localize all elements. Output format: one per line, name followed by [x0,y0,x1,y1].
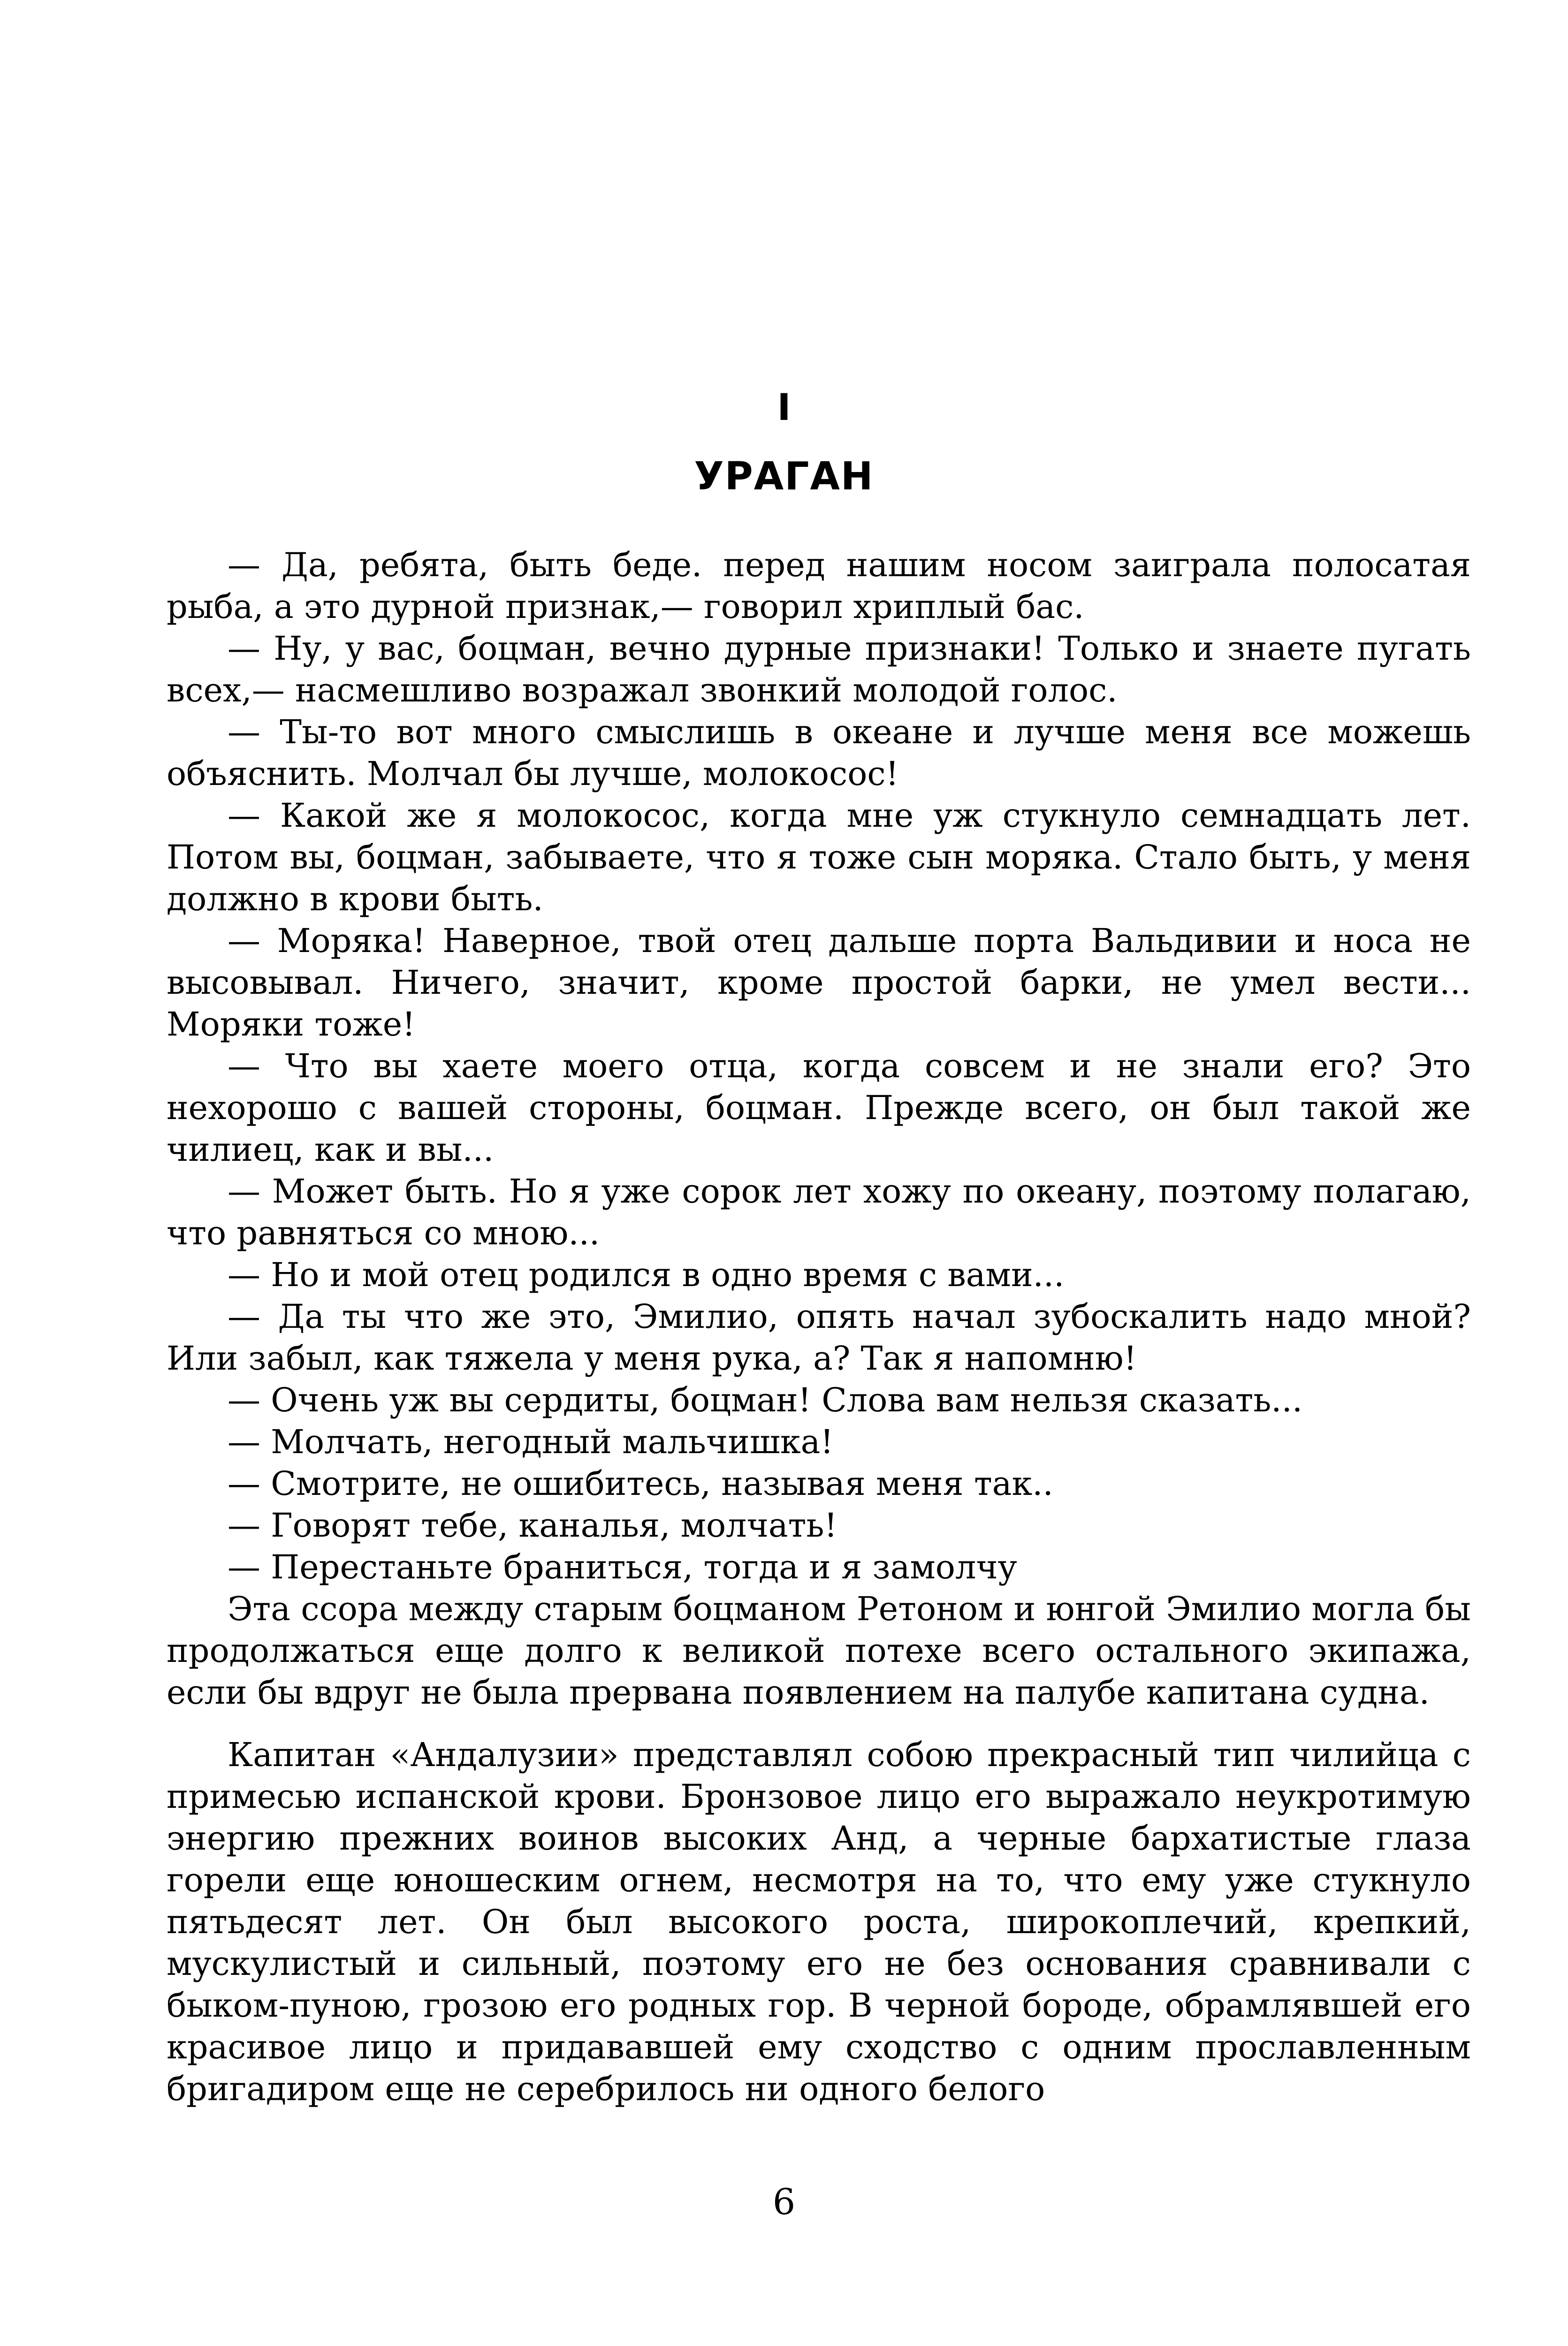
paragraph: — Молчать, негодный мальчишка! [228,1423,834,1461]
paragraph: — Но и мой отец родился в одно время с вами... [228,1256,1065,1294]
paragraph: — Моряка! Наверное, твой отец дальше порта Вальдивии и носа не высовывал. Ничего, значит, кроме простой барки, не умел вести... Моряки тоже! [167,922,1471,1044]
paragraph: Эта ссора между старым боцманом Ретоном и юнгой Эмилио могла бы продолжаться еще долго к великой потехе всего остального экипажа, если бы вдруг не была прервана появлением на палубе капитана судна. [167,1590,1471,1712]
paragraph: — Что вы хаете моего отца, когда совсем и не знали его? Это нехорошо с вашей стороны, боцман. Прежде всего, он был такой же чилиец, как и вы... [167,1047,1471,1169]
paragraph: Капитан «Андалузии» представлял собою прекрасный тип чилийца с примесью испанской крови. Бронзовое лицо его выражало неукротимую энергию прежних воинов высоких Анд, а черные бархатистые глаза горели еще юношеским огнем, несмотря на то, что ему уже стукнуло пятьдесят лет. Он был высокого роста, широкоплечий, крепкий, мускулистый и сильный, поэтому его не без основания сравнивали с быком-пуною, грозою его родных гор. В черной бороде, обрамлявшей его красивое лицо и придававшей ему сходство с одним прославленным бригадиром еще не серебрилось ни одного белого [167,1736,1471,2108]
paragraph: — Может быть. Но я уже сорок лет хожу по океану, поэтому полагаю, что равняться со мною... [167,1172,1471,1252]
paragraph: — Да, ребята, быть беде. перед нашим носом заиграла полосатая рыба, а это дурной признак,— говорил хриплый бас. [167,546,1471,626]
paragraph: — Говорят тебе, каналья, молчать! [228,1506,837,1545]
paragraph: — Смотрите, не ошибитесь, называя меня так.. [228,1464,1053,1503]
paragraph: — Перестаньте браниться, тогда и я замолчу [228,1548,1017,1586]
paragraph: — Ты-то вот много смыслишь в океане и лучше меня все можешь объяснить. Молчал бы лучше, молокосос! [167,713,1471,793]
paragraph: — Ну, у вас, боцман, вечно дурные признаки! Только и знаете пугать всех,— насмешливо возражал звонкий молодой голос. [167,629,1471,709]
paragraph: — Да ты что же это, Эмилио, опять начал зубоскалить надо мной? Или забыл, как тяжела у меня рука, а? Так я напомню! [167,1297,1471,1378]
paragraph: — Какой же я молокосос, когда мне уж стукнуло семнадцать лет. Потом вы, боцман, забываете, что я тоже сын моряка. Стало быть, у меня должно в крови быть. [167,796,1471,918]
chapter-title: УРАГАН [694,454,874,499]
chapter-number: I [777,387,791,429]
paragraph: — Очень уж вы сердиты, боцман! Слова вам нельзя сказать... [228,1381,1303,1419]
chapter-body [167,544,1471,2110]
page-number: 6 [772,2181,796,2223]
